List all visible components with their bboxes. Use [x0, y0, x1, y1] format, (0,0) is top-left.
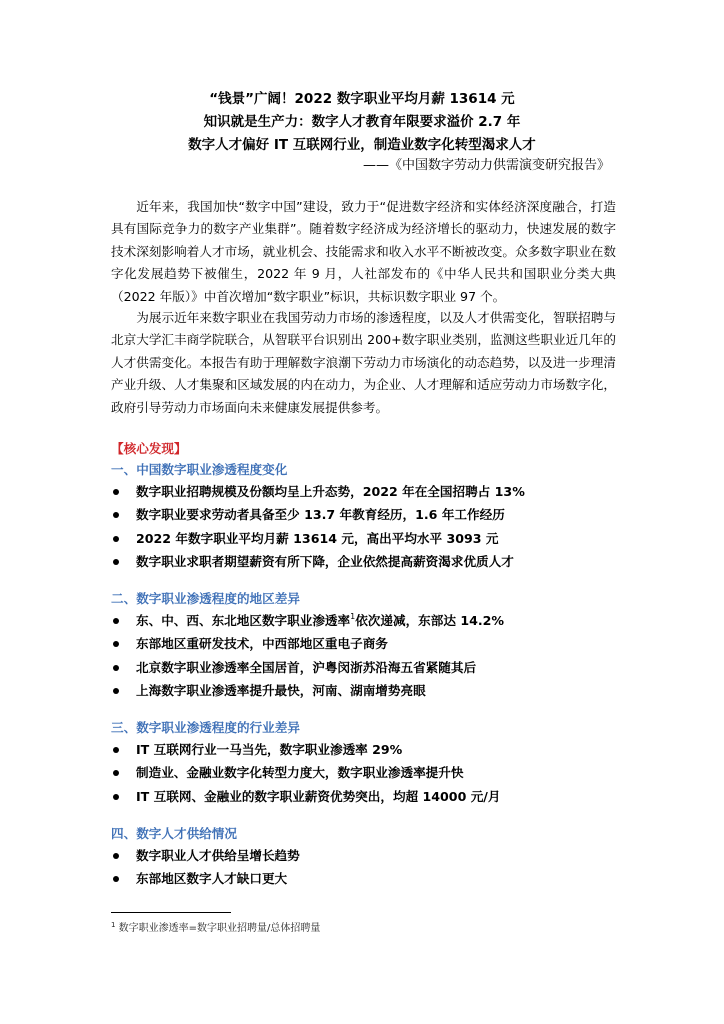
list-item: 制造业、金融业数字化转型力度大，数字职业渗透率提升快: [111, 764, 631, 787]
intro-paragraph-2: 为展示近年来数字职业在我国劳动力市场的渗透程度，以及人才供需变化，智联招聘与北京大学汇丰商学院联合，从智联平台识别出 200+数字职业类别，监测这些职业近几年的人才供需变化。本报告有助于理解数字浪潮下劳动力市场演化的动态趋势，以及进一步理清产业升级、人才集聚和区域发展的内在动力，为企业、人才理解和适应劳动力市场数字化，政府引导劳动力市场面向未来健康发展提供参考。: [111, 310, 616, 415]
section-2-title: 二、数字职业渗透程度的地区差异: [111, 591, 300, 606]
bullet-icon: [113, 876, 119, 882]
title-line-1: “钱景”广阔！2022 数字职业平均月薪 13614 元: [209, 91, 515, 107]
section-3-list: [111, 741, 631, 811]
list-item: 数字职业要求劳动者具备至少 13.7 年教育经历，1.6 年工作经历: [111, 506, 631, 529]
bullet-icon: [113, 794, 119, 800]
section-4-title: 四、数字人才供给情况: [111, 826, 237, 841]
bullet-icon: [113, 641, 119, 647]
bullet-icon: [113, 665, 119, 671]
list-item: IT 互联网行业一马当先，数字职业渗透率 29%: [111, 741, 631, 764]
footnote: [111, 922, 320, 936]
list-item: 数字职业求职者期望薪资有所下降，企业依然提高薪资渴求优质人才: [111, 553, 631, 576]
footnote-divider: [111, 912, 231, 913]
bullet-icon: [113, 559, 119, 565]
bullet-icon: [113, 770, 119, 776]
section-2-list: [111, 612, 631, 705]
list-item: 东、中、西、东北地区数字职业渗透率$^1$依次递减，东部达 14.2%: [111, 612, 631, 635]
bullet-icon: [113, 512, 119, 518]
list-item: 2022 年数字职业平均月薪 13614 元，高出平均水平 3093 元: [111, 530, 631, 553]
intro-paragraph-1: 近年来，我国加快“数字中国”建设，致力于“促进数字经济和实体经济深度融合，打造具有国际竞争力的数字产业集群”。随着数字经济成为经济增长的驱动力，快速发展的数字技术深刻影响着人才市场，就业机会、技能需求和收入水平不断被改变。众多数字职业在数字化发展趋势下被催生，2022 年 9 月，人社部发布的《中华人民共和国职业分类大典（2022 年版）》中首次增加“数字职业”标识，共标识数字职业 97 个。: [111, 199, 616, 304]
bullet-icon: [113, 489, 119, 495]
footnote-text: 数字职业渗透率=数字职业招聘量/总体招聘量: [118, 923, 321, 934]
section-1-list: [111, 483, 631, 576]
section-1-title: 一、中国数字职业渗透程度变化: [111, 462, 288, 477]
footnote-mark: 1: [111, 921, 116, 929]
section-3-title: 三、数字职业渗透程度的行业差异: [111, 720, 300, 735]
title-line-3: 数字人才偏好 IT 互联网行业，制造业数字化转型渴求人才: [188, 137, 536, 153]
list-item: 数字职业招聘规模及份额均呈上升态势，2022 年在全国招聘占 13%: [111, 483, 631, 506]
bullet-icon: [113, 853, 119, 859]
list-item: 上海数字职业渗透率提升最快，河南、湖南增势亮眼: [111, 682, 631, 705]
bullet-icon: [113, 747, 119, 753]
title-line-2: 知识就是生产力：数字人才教育年限要求溢价 2.7 年: [203, 114, 521, 130]
footnote-ref: 1: [350, 612, 356, 621]
list-item: 数字职业人才供给呈增长趋势: [111, 847, 631, 870]
section-4-list: [111, 847, 631, 894]
list-item: IT 互联网、金融业的数字职业薪资优势突出，均超 14000 元/月: [111, 788, 631, 811]
list-item: 北京数字职业渗透率全国居首，沪粤闵浙苏沿海五省紧随其后: [111, 659, 631, 682]
bullet-icon: [113, 536, 119, 542]
list-item: 东部地区重研发技术，中西部地区重电子商务: [111, 635, 631, 658]
bullet-icon: [113, 688, 119, 694]
report-source: ——《中国数字劳动力供需演变研究报告》: [362, 158, 610, 173]
bullet-icon: [113, 618, 119, 624]
list-item: 东部地区数字人才缺口更大: [111, 870, 631, 893]
core-findings-heading: 【核心发现】: [111, 441, 187, 456]
